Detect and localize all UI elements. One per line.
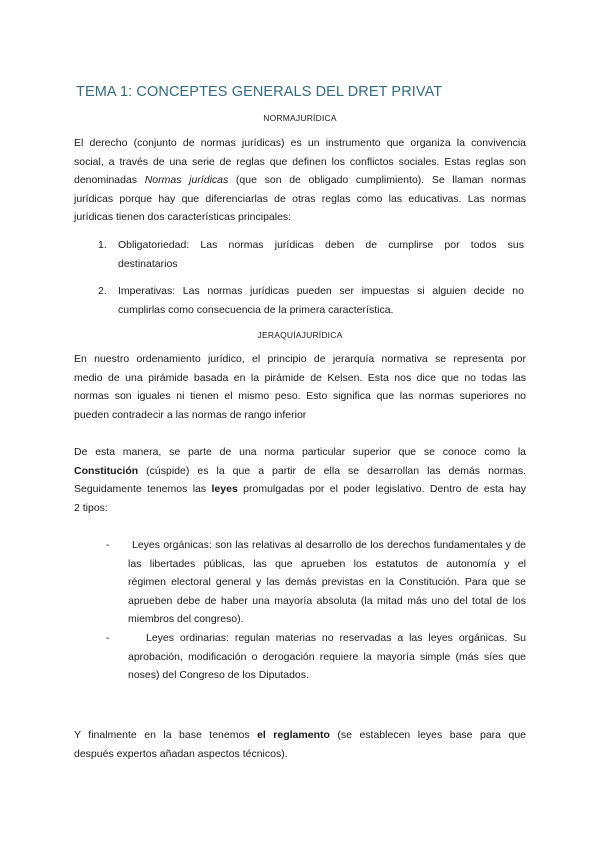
hierarchy-line: medio de una pirámide basada en la pirámide de Kelsen. Esta nos dice que no todas las xyxy=(74,371,526,384)
constitution-bold-term: Constitución xyxy=(74,464,139,477)
constitution-line: De esta manera, se parte de una norma particular superior que se conoce como la xyxy=(74,446,526,458)
regulation-text: Y finalmente en la base tenemos xyxy=(74,729,258,741)
law-type-line: aprueben debe de haber una mayoría absoluta (la mitad más uno del total de los xyxy=(128,594,526,607)
constitution-text: Seguidamente tenemos las xyxy=(74,483,212,495)
intro-text: denominadas xyxy=(74,174,145,186)
constitution-line: 2 tipos: xyxy=(74,501,108,514)
regulation-paragraph xyxy=(74,726,526,763)
constitution-line xyxy=(74,480,526,499)
intro-paragraph xyxy=(74,134,526,227)
law-type-line: Leyes ordinarias: regulan materias no reservadas a las leyes orgánicas. Su xyxy=(146,632,526,644)
constitution-text: (cúspide) es la que a partir de ella se desarrollan las demás normas. xyxy=(138,464,526,477)
law-type-line: noses) del Congreso de los Diputados. xyxy=(128,669,309,681)
constitution-line xyxy=(74,462,526,481)
regulation-line xyxy=(74,726,526,745)
section-heading-jerarquia: JERAQUÍAJURÍDICA xyxy=(257,330,343,340)
list-line: cumplirlas como consecuencia de la primera característica. xyxy=(118,303,394,316)
dash-bullet: - xyxy=(106,632,110,644)
hierarchy-paragraph xyxy=(74,350,526,424)
law-type-body xyxy=(128,536,526,629)
law-type-line: las libertades públicas, las que aprueben los estatutos de autonomía y el xyxy=(128,557,526,570)
list-item-body xyxy=(118,282,524,319)
regulation-text: (se establecen leyes base para que xyxy=(329,729,526,741)
list-number: 2. xyxy=(98,285,107,297)
list-item-body xyxy=(118,236,524,273)
intro-line: El derecho (conjunto de normas jurídicas) es un instrumento que organiza la convivencia xyxy=(74,137,526,149)
list-line: destinatarios xyxy=(118,257,178,270)
hierarchy-line: normas son iguales ni tienen el mismo peso. Esto significa que las normas superiores no xyxy=(74,390,526,402)
hierarchy-line: pueden contradecir a las normas de rango inferior xyxy=(74,408,307,421)
law-type-line: régimen electoral general y las demás previstas en la Constitución. Para que se xyxy=(128,576,526,588)
intro-text: (que son de obligado cumplimiento). Se llaman normas xyxy=(228,174,526,186)
leyes-bold-term: leyes xyxy=(211,483,238,495)
law-type-body xyxy=(128,629,526,685)
list-number: 1. xyxy=(98,239,107,251)
constitution-text: promulgadas por el poder legislativo. Dentro de esta hay xyxy=(237,483,526,495)
law-type-line: aprobación, modificación o derogación requiere la mayoría simple (más síes que xyxy=(128,650,526,663)
intro-line: jurídicas tienen dos características principales: xyxy=(74,211,292,223)
law-type-line: miembros del congreso). xyxy=(128,613,244,625)
dash-bullet: - xyxy=(106,539,110,551)
intro-line: social, a través de una serie de reglas que definen los conflictos sociales. Estas reglas son xyxy=(74,155,526,168)
intro-line xyxy=(74,171,526,190)
intro-line: jurídicas porque hay que diferenciarlas de otras reglas como las educativas. Las normas xyxy=(74,192,526,205)
regulation-line: después expertos añadan aspectos técnicos). xyxy=(74,747,288,760)
intro-italic-term: Normas jurídicas xyxy=(144,174,229,186)
constitution-paragraph xyxy=(74,443,526,517)
law-type-line: Leyes orgánicas: son las relativas al desarrollo de los derechos fundamentales y de xyxy=(132,539,526,551)
list-line: Imperativas: Las normas jurídicas pueden ser impuestas si alguien decide no xyxy=(118,285,524,297)
hierarchy-line: En nuestro ordenamiento jurídico, el principio de jerarquía normativa se representa por xyxy=(74,353,526,365)
section-heading-norma: NORMAJURÍDICA xyxy=(263,113,337,123)
list-line: Obligatoriedad: Las normas jurídicas deben de cumplirse por todos sus xyxy=(118,239,524,251)
page-title: TEMA 1: CONCEPTES GENERALS DEL DRET PRIVAT xyxy=(76,84,443,100)
reglamento-bold-term: el reglamento xyxy=(257,729,330,741)
